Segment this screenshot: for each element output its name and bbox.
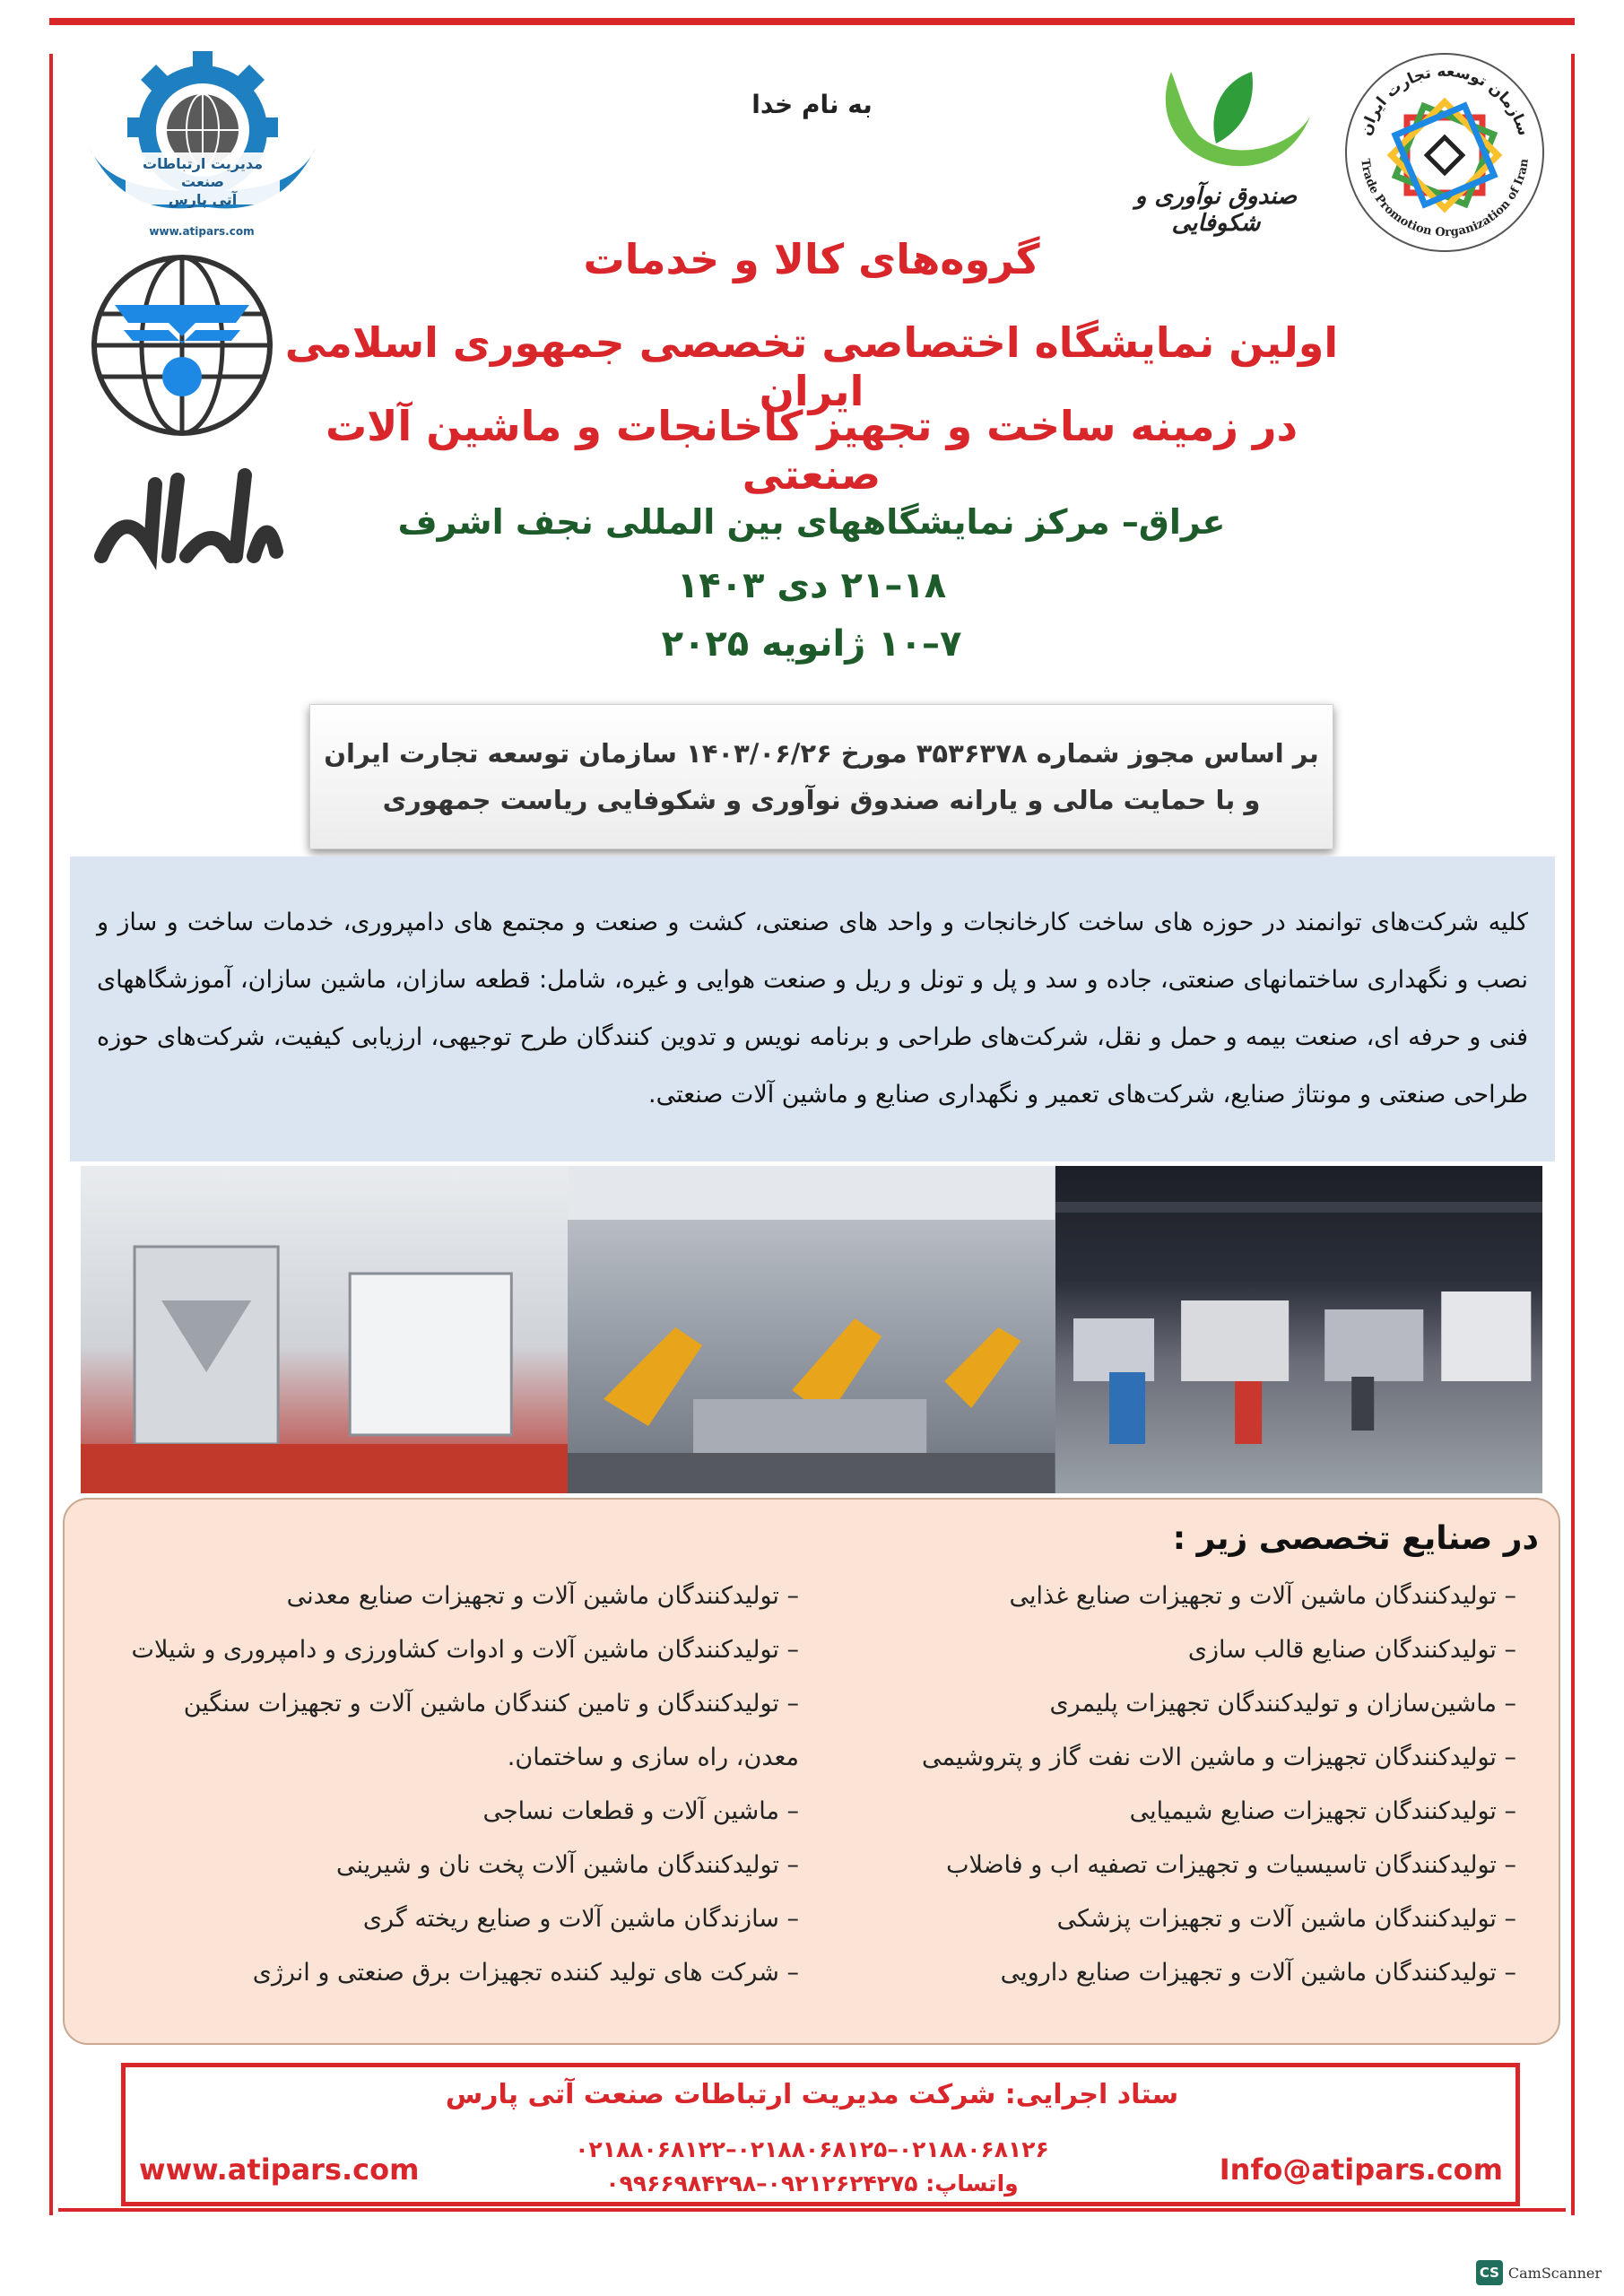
innovation-fund-logo bbox=[1108, 54, 1324, 260]
frame-left-border bbox=[49, 54, 53, 2215]
photo-packaging-machine bbox=[81, 1166, 568, 1493]
title-exhibition: اولین نمایشگاه اختصاصی تخصصی جمهوری اسلامی ایران bbox=[284, 318, 1339, 415]
atipars-logo-url: www.atipars.com bbox=[149, 225, 255, 238]
license-line-2: و با حمایت مالی و یارانه صندوق نوآوری و شکوفایی ریاست جمهوری bbox=[382, 785, 1261, 815]
photo-robotic-factory bbox=[568, 1166, 1055, 1493]
license-line-1: بر اساس مجوز شماره ۳۵۳۶۳۷۸ مورخ ۱۴۰۳/۰۶/۲۶ سازمان توسعه تجارت ایران bbox=[324, 738, 1319, 769]
intro-paragraph: کلیه شرکت‌های توانمند در حوزه های ساخت کارخانجات و واحد های صنعتی، کشت و صنعت و مجتمع های دامپروری، خدمات ساخت و ساز و نصب و نگهداری ساختمانهای صنعتی، جاده و سد و پل و تونل و ریل و صنعت هوایی و غیره، شامل: قطعه سازان، ماشین سازان، آموزشگاههای فنی و حرفه ای، صنعت بیمه و حمل و نقل، شرکت‌های طراحی و برنامه نویس و تدوین کنندگان طرح توجیهی، ارزیابی کیفیت، شرکت‌های حوزه طراحی صنعتی و مونتاژ صنایع، شرکت‌های تعمیر و نگهداری صنایع و ماشین آلات صنعتی. bbox=[70, 857, 1555, 1161]
title-field: در زمینه ساخت و تجهیز کاخانجات و ماشین آلات صنعتی bbox=[325, 402, 1298, 499]
atipars-logo-text: مدیریت ارتباطات صنعت bbox=[142, 155, 264, 190]
atipars-logo-sub: آتی پارس bbox=[168, 191, 238, 208]
date-persian: ۱۸–۲۱ دی ۱۴۰۳ bbox=[676, 565, 947, 606]
list-item: – تولیدکنندگان تجهیزات و ماشین الات نفت گاز و پتروشیمی bbox=[921, 1744, 1516, 1771]
list-item: – تولیدکنندگان ماشین آلات و ادوات کشاورزی و دامپروری و شیلات bbox=[131, 1636, 799, 1664]
atipars-logo bbox=[72, 49, 332, 242]
globe-icon bbox=[88, 251, 276, 439]
industries-list-left bbox=[82, 1570, 799, 2000]
eshtar-logo bbox=[88, 448, 285, 583]
camscanner-icon: CS bbox=[1476, 2260, 1503, 2285]
email-link[interactable]: Info@atipars.com bbox=[1219, 2152, 1503, 2187]
bismillah: به نام خدا bbox=[751, 90, 873, 119]
list-item: – ماشین‌سازان و تولیدکنندگان تجهیزات پلیمری bbox=[1049, 1690, 1516, 1718]
license-box bbox=[309, 704, 1333, 849]
list-item: – تولیدکنندگان ماشین آلات و تجهیزات پزشکی bbox=[1056, 1905, 1516, 1933]
whatsapp-numbers: واتساپ: ۰۹۲۱۲۶۲۴۲۷۵–۰۹۹۶۶۹۸۴۲۹۸ bbox=[605, 2170, 1019, 2196]
phone-numbers: ۰۲۱۸۸۰۶۸۱۲۶–۰۲۱۸۸۰۶۸۱۲۵–۰۲۱۸۸۰۶۸۱۲۲ bbox=[575, 2136, 1049, 2162]
title-goods-services: گروه‌های کالا و خدمات bbox=[583, 235, 1040, 283]
list-item: – سازندگان ماشین آلات و صنایع ریخته گری bbox=[362, 1905, 799, 1933]
leaf-icon bbox=[1108, 54, 1324, 188]
venue: عراق– مرکز نمایشگاههای بین المللی نجف اشرف bbox=[397, 502, 1226, 542]
list-item: – ماشین آلات و قطعات نساجی bbox=[482, 1797, 799, 1825]
industries-title: در صنایع تخصصی زیر : bbox=[1172, 1520, 1539, 1557]
list-item: – شرکت های تولید کننده تجهیزات برق صنعتی و انرژی bbox=[252, 1959, 799, 1987]
exhibition-photos bbox=[81, 1166, 1542, 1493]
innovation-fund-logo-text: صندوق نوآوری و شکوفایی bbox=[1134, 183, 1298, 237]
contact-title: ستاد اجرایی: شرکت مدیریت ارتباطات صنعت آتی پارس bbox=[445, 2079, 1179, 2110]
tpo-logo-top-text: سازمان توسعه تجارت ایران bbox=[1357, 62, 1533, 138]
globe-logo bbox=[88, 251, 276, 439]
camscanner-label: CamScanner bbox=[1507, 2264, 1602, 2282]
list-item: – تولیدکنندگان و تامین کنندگان ماشین آلات و تجهیزات سنگین bbox=[183, 1690, 799, 1718]
frame-bottom-border bbox=[58, 2208, 1566, 2212]
list-item: – تولیدکنندگان ماشین آلات و تجهیزات صنایع معدنی bbox=[286, 1582, 799, 1610]
date-gregorian: ۷–۱۰ ژانویه ۲۰۲۵ bbox=[661, 623, 962, 665]
list-item: – تولیدکنندگان تاسیسیات و تجهیزات تصفیه اب و فاضلاب bbox=[946, 1851, 1516, 1879]
frame-right-border bbox=[1571, 54, 1575, 2215]
photo-exhibition-hall bbox=[1055, 1166, 1542, 1493]
industries-list-right bbox=[871, 1570, 1516, 2000]
list-item: – تولیدکنندگان ماشین آلات و تجهیزات صنایع دارویی bbox=[1000, 1959, 1516, 1987]
list-item: معدن، راه سازی و ساختمان. bbox=[507, 1744, 799, 1771]
list-item: – تولیدکنندگان ماشین آلات پخت نان و شیرینی bbox=[335, 1851, 799, 1879]
tpo-logo-bottom-text: Trade Promotion Organization of Iran bbox=[1358, 158, 1532, 240]
list-item: – تولیدکنندگان ماشین آلات و تجهیزات صنایع غذایی bbox=[1009, 1582, 1516, 1610]
website-link[interactable]: www.atipars.com bbox=[139, 2152, 420, 2187]
list-item: – تولیدکنندگان تجهیزات صنایع شیمیایی bbox=[1129, 1797, 1516, 1825]
frame-top-border bbox=[49, 18, 1575, 25]
tpo-logo bbox=[1342, 49, 1548, 256]
list-item: – تولیدکنندگان صنایع قالب سازی bbox=[1187, 1636, 1516, 1664]
camscanner-watermark bbox=[1476, 2260, 1602, 2285]
